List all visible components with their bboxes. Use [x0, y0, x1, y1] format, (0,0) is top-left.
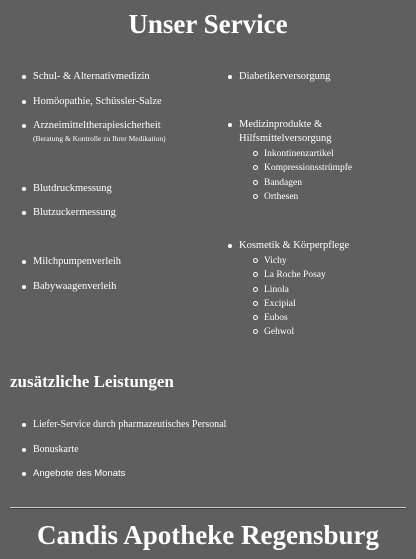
service-label: Kosmetik & Körperpflege [239, 240, 350, 251]
sub-item-orthesen: Orthesen [239, 190, 389, 204]
additional-services-heading: zusätzliche Leistungen [10, 372, 174, 391]
additional-item-bonuskarte [22, 443, 413, 457]
service-item-schulmedizin [22, 70, 233, 84]
kosmetik-sublist [239, 254, 416, 340]
service-label: Blutdruckmessung [33, 183, 112, 194]
service-label: Medizinprodukte & Hilfsmittelversorgung [239, 119, 332, 144]
sub-item-la-roche-posay: La Roche Posay [239, 268, 416, 282]
medizinprodukte-sublist [239, 147, 389, 204]
service-item-blutzuckermessung [22, 206, 233, 220]
service-label: Schul- & Alternativmedizin [33, 71, 150, 82]
additional-item-liefer-service [22, 418, 413, 432]
sub-item-linola: Linola [239, 283, 416, 297]
service-label: Liefer-Service durch pharmazeutisches Personal [33, 419, 227, 430]
service-item-arzneimitteltherapiesicherheit [22, 119, 233, 144]
sub-item-excipial: Excipial [239, 297, 416, 311]
service-item-kosmetik [228, 239, 416, 340]
service-item-blutdruckmessung [22, 182, 233, 196]
service-label: Bonuskarte [33, 444, 79, 455]
service-note: (Beratung & Kontrolle zu Ihrer Medikation) [33, 134, 166, 143]
sub-item-gehwol: Gehwol [239, 325, 416, 339]
sub-item-kompressionsstruempfe: Kompressionsstrümpfe [239, 161, 389, 175]
service-label: Babywaagenverleih [33, 281, 117, 292]
service-label: Diabetikerversorgung [239, 71, 331, 82]
sub-item-bandagen: Bandagen [239, 176, 389, 190]
service-item-medizinprodukte [228, 118, 389, 204]
service-item-diabetikerversorgung [228, 70, 416, 84]
footer-title: Candis Apotheke Regensburg [36, 520, 380, 550]
service-label: Blutzuckermessung [33, 207, 116, 218]
service-label: Angebote des Monats [33, 468, 126, 479]
sub-item-vichy: Vichy [239, 254, 416, 268]
service-item-milchpumpenverleih [22, 255, 233, 269]
service-label: Homöopathie, Schüssler-Salze [33, 96, 162, 107]
service-label: Milchpumpenverleih [33, 256, 122, 267]
service-item-babywaagenverleih [22, 280, 233, 294]
additional-item-angebote [22, 467, 413, 481]
page-title: Unser Service [128, 9, 288, 39]
sub-item-eubos: Eubos [239, 311, 416, 325]
section-divider [10, 507, 406, 509]
service-item-homoeopathie [22, 95, 233, 109]
service-label: Arzneimitteltherapiesicherheit [33, 120, 161, 131]
sub-item-inkontinenzartikel: Inkontinenzartikel [239, 147, 389, 161]
